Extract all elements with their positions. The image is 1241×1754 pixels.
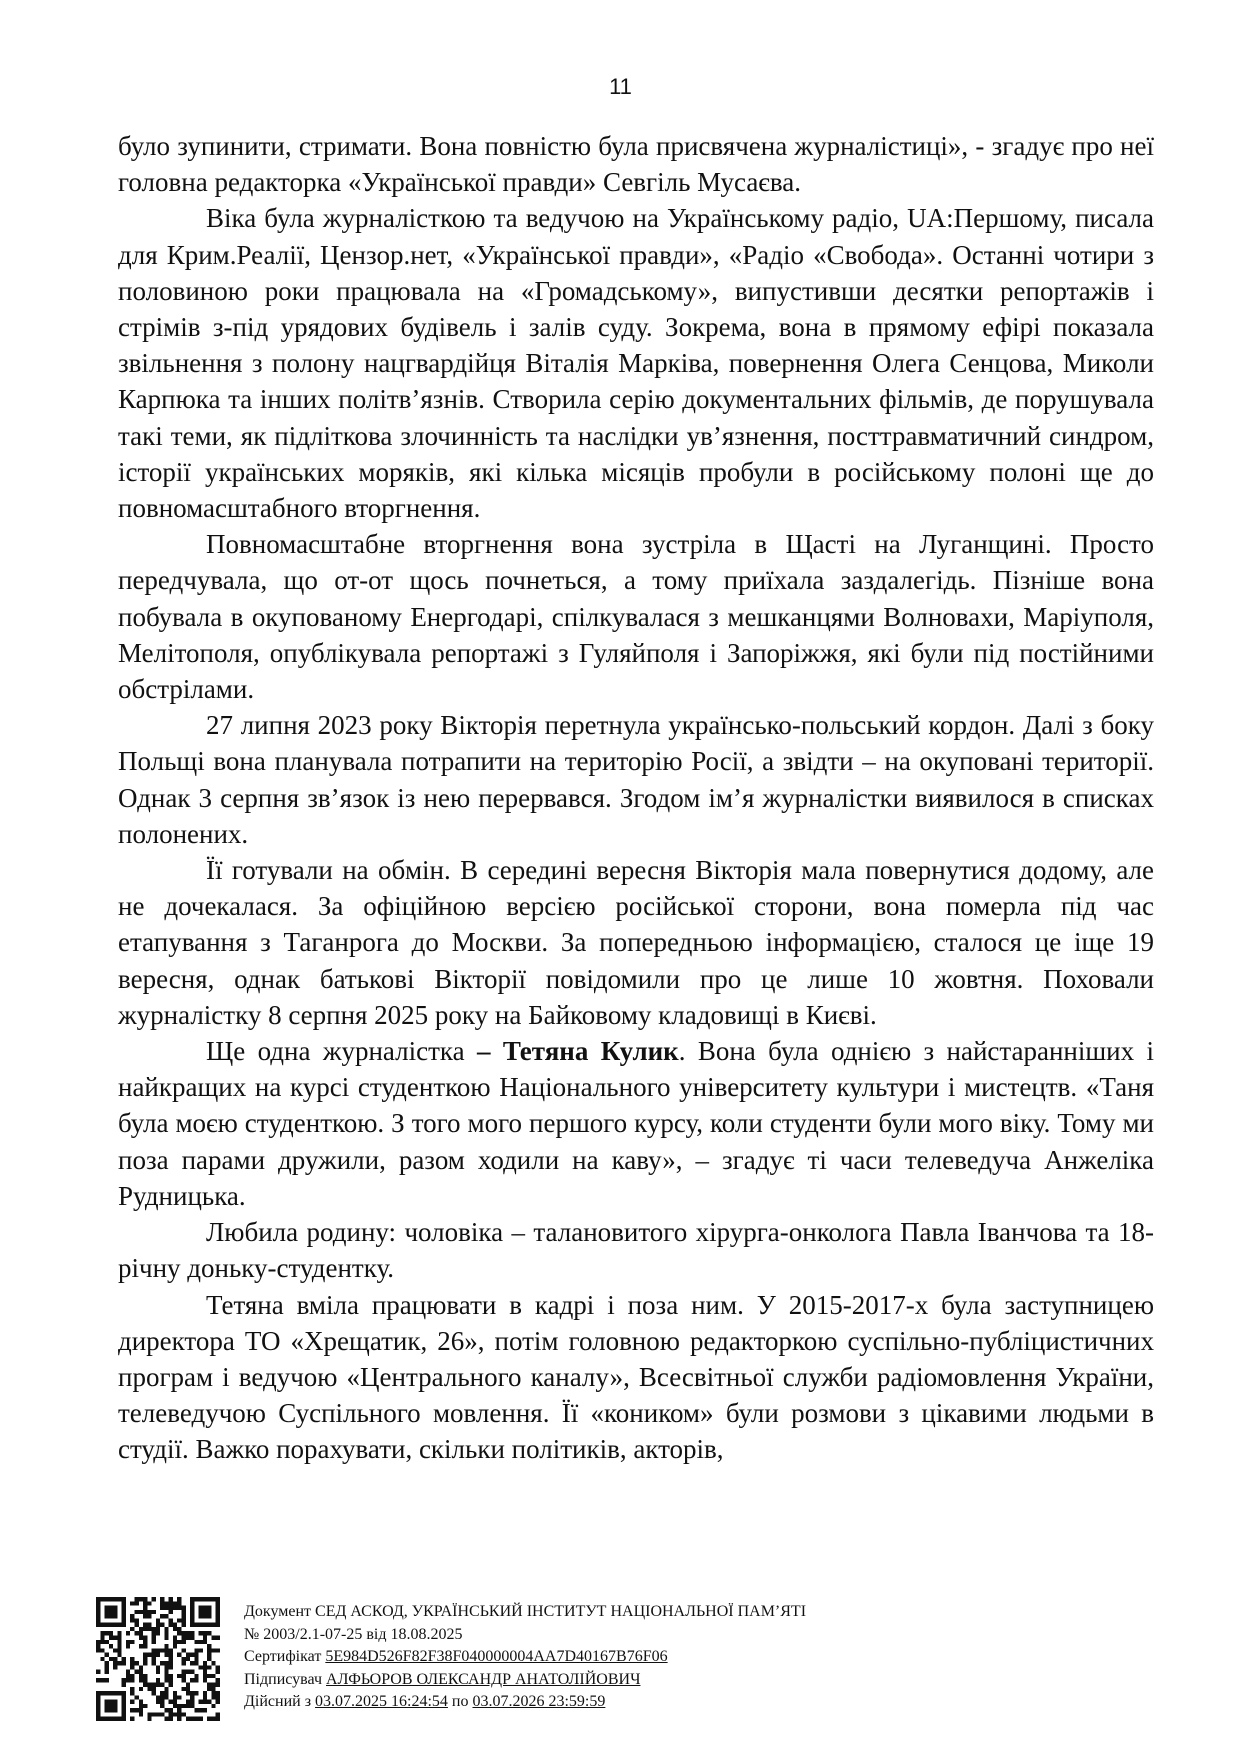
qr-code-icon [96, 1597, 220, 1721]
qr-code-modules [96, 1597, 220, 1721]
valid-to: 03.07.2026 23:59:59 [472, 1693, 606, 1710]
signature-number-line: № 2003/2.1-07-25 від 18.08.2025 [244, 1625, 463, 1643]
paragraph-6-start: Ще одна журналістка [206, 1036, 477, 1067]
signature-document-line: Документ СЕД АСКОД, УКРАЇНСЬКИЙ ІНСТИТУТ НАЦІОНАЛЬНОЇ ПАМ’ЯТІ [244, 1603, 807, 1620]
valid-from: 03.07.2025 16:24:54 [315, 1693, 448, 1710]
paragraph-8: Тетяна вміла працювати в кадрі і поза ним. У 2015-2017-х була заступницею директора ТО «Хрещатик, 26», потім головною редакторкою суспільно-публіцистичних програм і ведучою «Центрального каналу», Всесвітньої служби радіомовлення України, телеведучою Суспільного мовлення. Її «коником» були розмови з цікавими людьми в студії. Важко порахувати, скільки політиків, акторів, [118, 1289, 1154, 1465]
paragraph-3: Повномасштабне вторгнення вона зустріла в Щасті на Луганщині. Просто передчувала, що от-от щось почнеться, а тому приїхала заздалегідь. Пізніше вона побувала в окупованому Енергодарі, спілкувалася з мешканцями Волновахи, Маріуполя, Мелітополя, опублікувала репортажі з Гуляйполя і Запоріжжя, які були під постійними обстрілами. [118, 529, 1154, 705]
paragraph-6-bold-name: – Тетяна Кулик [476, 1036, 679, 1067]
signature-footer [96, 1597, 1176, 1727]
signature-signer-line [244, 1669, 806, 1692]
document-body [118, 128, 1154, 1468]
paragraph-6 [118, 1033, 1154, 1214]
signer-value: АЛФЬОРОВ ОЛЕКСАНДР АНАТОЛІЙОВИЧ [326, 1670, 641, 1688]
signature-validity-line [244, 1691, 806, 1714]
certificate-value: 5E984D526F82F38F040000004AA7D40167B76F06 [325, 1648, 668, 1665]
paragraph-2: Віка була журналісткою та ведучою на Українському радіо, UA:Першому, писала для Крим.Реалії, Цензор.нет, «Української правди», «Радіо «Свобода». Останні чотири з половиною роки працювала на «Громадському», випустивши десятки репортажів і стрімів з-під урядових будівель і залів суду. Зокрема, вона в прямому ефірі показала звільнення з полону нацгвардійця Віталія Марківа, повернення Олега Сенцова, Миколи Карпюка та інших політв’язнів. Створила серію документальних фільмів, де порушувала такі теми, як підліткова злочинність та наслідки ув’язнення, посттравматичний синдром, історії українських моряків, які кілька місяців пробули в російському полоні ще до повномасштабного вторгнення. [118, 203, 1154, 524]
signature-certificate-line [244, 1646, 806, 1669]
paragraph-7: Любила родину: чоловіка – талановитого хірурга-онколога Павла Іванчова та 18-річну доньку-студентку. [118, 1217, 1154, 1284]
paragraph-4: 27 липня 2023 року Вікторія перетнула українсько-польський кордон. Далі з боку Польщі вона планувала потрапити на територію Росії, а звідти – на окуповані території. Однак 3 серпня зв’язок із нею перервався. Згодом ім’я журналістки виявилося в списках полонених. [118, 710, 1154, 849]
paragraph-1: було зупинити, стримати. Вона повністю була присвячена журналістиці», - згадує про неї головна редакторка «Української правди» Севгіль Мусаєва. [118, 131, 1154, 198]
paragraph-5: Її готували на обмін. В середині вересня Вікторія мала повернутися додому, але не дочекалася. За офіційною версією російської сторони, вона померла під час етапування з Таганрога до Москви. За попередньою інформацією, сталося це іще 19 вересня, однак батькові Вікторії повідомили про це лише 10 жовтня. Поховали журналістку 8 серпня 2025 року на Байковому кладовищі в Києві. [118, 855, 1154, 1030]
validity-separator: по [447, 1693, 473, 1710]
signature-block [244, 1601, 806, 1714]
signer-label: Підписувач [244, 1670, 327, 1688]
page-number: 11 [609, 74, 632, 99]
certificate-label: Сертифікат [244, 1648, 326, 1665]
paragraph-6-end: . Вона була однією з найстаранніших і найкращих на курсі студенткою Національного університету культури і мистецтв. «Таня була моєю студенткою. З того мого першого курсу, коли студенти були мого віку. Тому ми поза парами дружили, разом ходили на каву», – згадує ті часи телеведуча Анжеліка Рудницька. [118, 1036, 1154, 1211]
validity-label: Дійсний з [244, 1693, 316, 1710]
